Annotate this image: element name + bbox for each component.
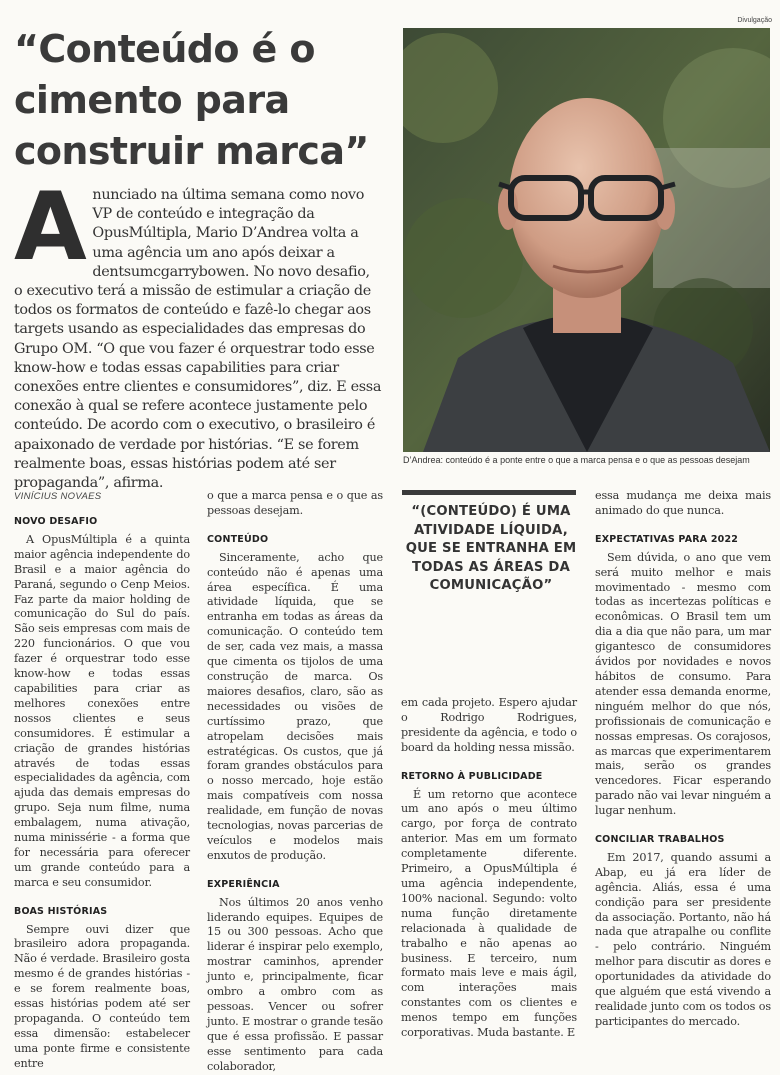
pull-quote-rule: [402, 490, 576, 495]
portrait-photo: [403, 28, 770, 452]
section-heading: EXPECTATIVAS PARA 2022: [595, 533, 739, 545]
article-column-3: [401, 696, 577, 1041]
paragraph: o que a marca pensa e o que as pessoas desejam.: [207, 489, 383, 517]
paragraph: Sem dúvida, o ano que vem será muito melhor e mais movimentado - mesmo com todas as incertezas políticas e econômicas. O Brasil tem um dia a dia que não para, um mar gigantesco de consumidores ávidos por novidades e novos hábitos de consumo. Para atender essa demanda enorme, ninguém melhor do que nós, profissionais de comunicação e nossas empresas. Os corajosos, as marcas que experimentarem mais, serão os grandes vencedores. Ficar esperando parado não vai levar ninguém a lugar nenhum.: [595, 550, 771, 818]
lede-paragraph: [14, 173, 382, 493]
lede-text: nunciado na última semana como novo VP de conteúdo e integração da OpusMúltipla, Mario D’Andrea volta a uma agência um ano após deixar a dentsumcgarrybowen. No novo desafio, o executivo terá a missão de estimular a criação de todos os formatos de conteúdo e fazê-lo chegar aos targets usando as especialidades das empresas do Grupo OM. “O que vou fazer é orquestrar todo esse know-how e todas essas capabilities para criar conexões entre clientes e consumidores”, diz. E essa conexão à qual se refere acontece justamente pelo conteúdo. De acordo com o executivo, o brasileiro é apaixonado de verdade por histórias. “E se forem realmente boas, essas histórias podem até ser propaganda”, afirma.: [14, 187, 382, 492]
paragraph: É um retorno que acontece um ano após o meu último cargo, por força de contrato anterior. Mas em um formato completamente diferente. Primeiro, a OpusMúltipla é uma agência independente, 100% nacional. Segundo: volto numa função diretamente relacionada à qualidade de trabalho e não apenas ao business. E terceiro, num formato mais leve e mais ágil, com interações mais constantes com os clientes e menos tempo em funções corporativas. Muda bastante. E: [401, 787, 577, 1040]
section-heading: RETORNO À PUBLICIDADE: [401, 770, 543, 782]
pull-quote: “(CONTEÚDO) É UMA ATIVIDADE LÍQUIDA, QUE SE ENTRANHA EM TODAS AS ÁREAS DA COMUNICAÇÃO”: [405, 504, 577, 593]
paragraph: em cada projeto. Espero ajudar o Rodrigo Rodrigues, presidente da agência, e todo o board da holding nessa missão.: [401, 696, 577, 754]
section-heading: BOAS HISTÓRIAS: [14, 905, 108, 917]
article-column-2: [207, 489, 383, 1075]
paragraph: Sempre ouvi dizer que brasileiro adora propaganda. Não é verdade. Brasileiro gosta mesmo é de grandes histórias - e se forem realmente boas, essas histórias podem até ser propaganda. O conteúdo tem essa dimensão: estabelecer uma ponte firme e consistente entre: [14, 922, 190, 1070]
paragraph: A OpusMúltipla é a quinta maior agência independente do Brasil e a maior agência do Paraná, segundo o Cenp Meios. Faz parte da maior holding de comunicação do Sul do país. São seis empresas com mais de 220 funcionários. O que vou fazer é orquestrar todo esse know-how e todas essas capabilities para criar as melhores conexões entre nossos clientes e seus consumidores. É estimular a criação de grandes histórias através de todas essas especialidades da agência, com ajuda das demais empresas do grupo. Seja num filme, numa embalagem, numa ativação, numa minissérie - a forma que for necessária para oferecer um grande conteúdo para a marca e seu consumidor.: [14, 532, 190, 889]
byline: VINÍCIUS NOVAES: [14, 491, 102, 502]
section-heading: EXPERIÊNCIA: [207, 878, 280, 890]
section-heading: CONTEÚDO: [207, 533, 269, 545]
headline: “Conteúdo é o cimento para construir marca”: [14, 27, 369, 173]
paragraph: Nos últimos 20 anos venho liderando equipes. Equipes de 15 ou 300 pessoas. Acho que liderar é inspirar pelo exemplo, mostrar caminhos, aprender junto e, principalmente, ficar ombro a ombro com as pessoas. Vencer ou sofrer junto. E mostrar o grande tesão que é essa profissão. E passar esse sentimento para cada colaborador,: [207, 895, 383, 1073]
article-column-4: [595, 489, 771, 1030]
section-heading: NOVO DESAFIO: [14, 516, 98, 527]
portrait-illustration: [403, 28, 770, 452]
section-heading: CONCILIAR TRABALHOS: [595, 834, 725, 846]
article-column-1: [14, 515, 190, 1072]
paragraph: Sinceramente, acho que conteúdo não é apenas uma área específica. É uma atividade líquida, que se entranha em todas as áreas da comunicação. O conteúdo tem de ser, cada vez mais, a massa que cimenta os tijolos de uma construção de marca. Os maiores desafios, claro, são as necessidades ou visões de curtíssimo prazo, que atropelam decisões mais estratégicas. Os custos, que já foram grandes obstáculos para o nosso mercado, hoje estão mais compatíveis com nossa realidade, em função de novas tecnologias, novas parcerias de veículos e modelos mais enxutos de produção.: [207, 550, 383, 862]
drop-cap: A: [14, 173, 87, 282]
paragraph: Em 2017, quando assumi a Abap, eu já era líder de agência. Aliás, essa é uma condição para ser presidente da associação. Portanto, não há nada que atrapalhe ou conflite - pelo contrário. Ninguém melhor para discutir as dores e oportunidades da atividade do que alguém que está vivendo a realidade junto com os todos os participantes do mercado.: [595, 850, 771, 1028]
photo-credit: Divulgação: [737, 17, 772, 24]
photo-caption: D’Andrea: conteúdo é a ponte entre o que a marca pensa e o que as pessoas desejam: [403, 455, 750, 465]
paragraph: essa mudança me deixa mais animado do que nunca.: [595, 489, 771, 517]
